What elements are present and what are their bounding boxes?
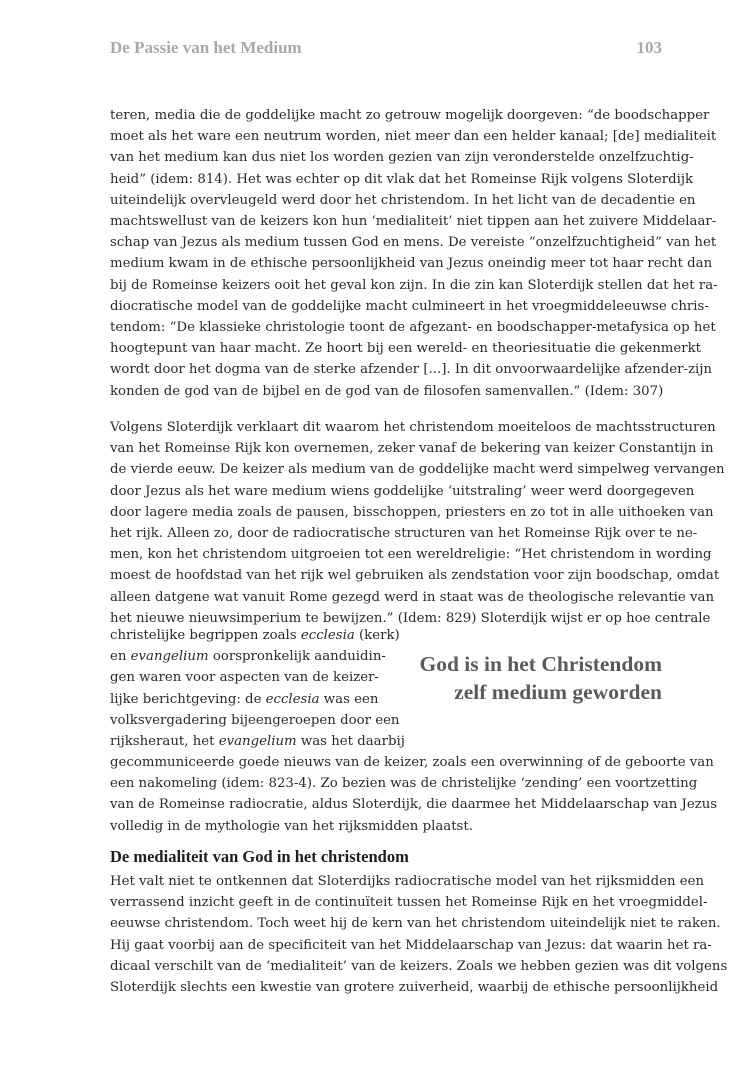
text-line: van de Romeinse radiocratie, aldus Sloterdijk, die daarmee het Middelaarschap van Jezus: [110, 797, 718, 813]
text-line: konden de god van de bijbel en de god van de filosofen samenvallen.” (Idem: 307): [110, 383, 664, 399]
text-line: volledig in de mythologie van het rijksmidden plaatst.: [110, 818, 473, 834]
text-line: moest de hoofdstad van het rijk wel gebruiken als zendstation voor zijn boodschap, omdat: [110, 568, 720, 584]
text-line: het nieuwe nieuwsimperium te bewijzen.” (Idem: 829) Sloterdijk wijst er op hoe centrale: [110, 610, 711, 626]
text-line: machtswellust van de keizers kon hun ‘medialiteit’ niet tippen aan het zuivere Middelaar-: [110, 214, 717, 230]
text-line: een nakomeling (idem: 823-4). Zo bezien was de christelijke ‘zending’ een voortzetting: [110, 776, 698, 792]
text-line: christelijke begrippen zoals ecclesia (kerk): [110, 628, 400, 643]
text-line: volksvergadering bijeengeroepen door een: [110, 712, 400, 728]
text-line: uiteindelijk overvleugeld werd door het christendom. In het licht van de decadentie en: [110, 192, 696, 208]
paragraph-2: [110, 417, 725, 629]
page-number: 103: [636, 38, 662, 57]
text-line: door lagere media zoals de pausen, bisschoppen, priesters en zo tot in alle uithoeken van: [110, 504, 714, 520]
text-line: alleen datgene wat vanuit Rome gezegd werd in staat was de theologische relevantie van: [110, 589, 715, 605]
text-line: tendom: “De klassieke christologie toont de afgezant- en boodschapper-metafysica op het: [110, 320, 716, 336]
text-line: bij de Romeinse keizers ooit het geval kon zijn. In die zin kan Sloterdijk stellen dat het ra-: [110, 277, 718, 293]
text-line: van het Romeinse Rijk kon overnemen, zeker vanaf de bekering van keizer Constantijn in: [110, 441, 714, 457]
text-line: de vierde eeuw. De keizer als medium van de goddelijke macht werd simpelweg vervangen: [110, 462, 725, 478]
running-header: [110, 38, 662, 62]
paragraph-4: [110, 871, 728, 998]
text-line: teren, media die de goddelijke macht zo getrouw mogelijk doorgeven: “de boodschapper: [110, 108, 710, 123]
text-line: het rijk. Alleen zo, door de radiocratische structuren van het Romeinse Rijk over te ne-: [110, 526, 698, 542]
text-line: Hij gaat voorbij aan de specificiteit van het Middelaarschap van Jezus: dat waarin het ra-: [110, 937, 712, 953]
text-line: gen waren voor aspecten van de keizer-: [110, 670, 379, 686]
text-line: men, kon het christendom uitgroeien tot een wereldreligie: “Het christendom in wording: [110, 547, 712, 563]
text-line: door Jezus als het ware medium wiens goddelijke ‘uitstraling’ weer werd doorgegeven: [110, 483, 695, 499]
text-line: medium kwam in de ethische persoonlijkheid van Jezus oneindig meer tot haar recht dan: [110, 256, 713, 272]
text-line: wordt door het dogma van de sterke afzender [...]. In dit onvoorwaardelijke afzender-zijn: [110, 362, 712, 378]
text-line: hoogtepunt van haar macht. Ze hoort bij een wereld- en theoriesituatie die gekenmerkt: [110, 341, 702, 357]
text-line: en evangelium oorspronkelijk aanduidin-: [110, 649, 386, 665]
paragraph-1: [110, 105, 718, 402]
narrow-column: [110, 625, 405, 752]
text-line: moet als het ware een neutrum worden, niet meer dan een helder kanaal; [de] medialiteit: [110, 129, 717, 145]
text-line: van het medium kan dus niet los worden gezien van zijn veronderstelde onzelfzuchtig-: [110, 150, 694, 166]
pull-quote-line: zelf medium geworden: [454, 680, 662, 704]
paragraph-3: [110, 752, 718, 837]
pull-quote: [400, 650, 662, 706]
text-line: Sloterdijk slechts een kwestie van grotere zuiverheid, waarbij de ethische persoonlijkheid: [110, 980, 719, 996]
text-line: verrassend inzicht geeft in de continuïteit tussen het Romeinse Rijk en het vroegmiddel-: [110, 895, 708, 911]
text-line: dicaal verschilt van de ‘medialiteit’ van de keizers. Zoals we hebben gezien was dit volgens: [110, 958, 728, 974]
text-line: heid” (idem: 814). Het was echter op dit vlak dat het Romeinse Rijk volgens Sloterdijk: [110, 171, 694, 187]
text-line: Volgens Sloterdijk verklaart dit waarom het christendom moeiteloos de machtsstructuren: [110, 420, 716, 435]
section-heading: De medialiteit van God in het christendom: [110, 847, 409, 866]
text-line: lijke berichtgeving: de ecclesia was een: [110, 691, 379, 707]
text-line: gecommuniceerde goede nieuws van de keizer, zoals een overwinning of de geboorte van: [110, 755, 714, 770]
text-line: rijksheraut, het evangelium was het daarbij: [110, 734, 405, 750]
text-line: schap van Jezus als medium tussen God en mens. De vereiste “onzelfzuchtigheid” van het: [110, 235, 717, 251]
book-title: De Passie van het Medium: [110, 38, 302, 57]
text-line: diocratische model van de goddelijke macht culmineert in het vroegmiddeleeuwse chris-: [110, 298, 709, 314]
text-line: Het valt niet te ontkennen dat Sloterdijks radiocratische model van het rijksmidden een: [110, 874, 705, 889]
text-line: eeuwse christendom. Toch weet hij de kern van het christendom uiteindelijk niet te raken.: [110, 916, 721, 932]
pull-quote-line: God is in het Christendom: [419, 652, 662, 676]
